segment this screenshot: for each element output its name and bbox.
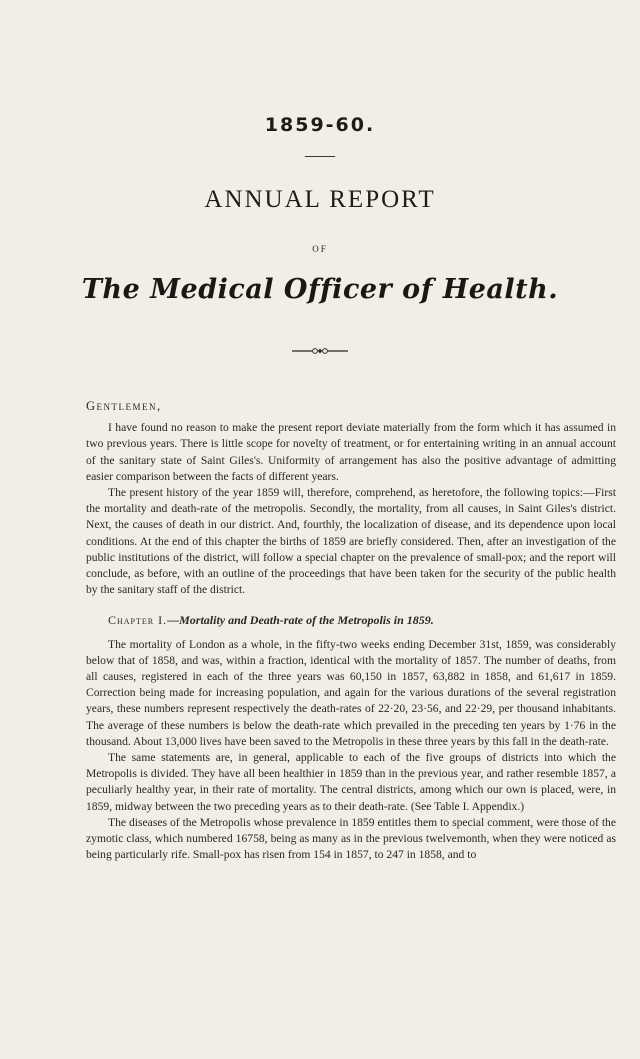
- chapter-title: —Mortality and Death-rate of the Metropolis in 1859.: [167, 613, 434, 628]
- intro-paragraph-1: I have found no reason to make the present report deviate materially from the form which it has assumed in two previous years. There is little scope for novelty of treatment, or for entertaining writing in an annual account of the sanitary state of Saint Giles's. Uniformity of arrangement has also the positive advantage of admitting easier comparison between the facts of different years.: [86, 421, 616, 483]
- report-title: ANNUAL REPORT: [204, 186, 436, 213]
- chapter-paragraph-2: The same statements are, in general, applicable to each of the five groups of districts into which the Metropolis is divided. They have all been healthier in 1859 than in the previous year, and rather resemble 1857, a peculiarly healthy year, in their rate of mortality. The central districts, among which our own is placed, were, in 1859, midway between the two preceding years as to their death-rate. (See Table I. Appendix.): [86, 751, 616, 813]
- report-body: [86, 398, 616, 863]
- report-year: 1859-60.: [264, 114, 376, 136]
- short-divider: [305, 156, 335, 157]
- chapter-label: Chapter I.: [108, 613, 168, 628]
- scroll-ornament-icon: [292, 346, 348, 356]
- of-label: OF: [312, 244, 328, 254]
- salutation: Gentlemen,: [86, 399, 162, 413]
- chapter-heading: [86, 612, 616, 628]
- chapter-paragraph-3: The diseases of the Metropolis whose prevalence in 1859 entitles them to special comment, were those of the zymotic class, which numbered 16758, being as many as in the previous twelvemonth, when they were noticed as being particularly rife. Small-pox has risen from 154 in 1857, to 247 in 1858, and to: [86, 815, 616, 862]
- report-subtitle: The Medical Officer of Health.: [81, 274, 559, 305]
- chapter-paragraph-1: The mortality of London as a whole, in the fifty-two weeks ending December 31st, 1859, was considerably below that of 1858, and was, within a fraction, identical with the mortality of 1857. The number of deaths, from all causes, registered in each of the three years was 60,150 in 1857, 63,882 in 1858, and 61,617 in 1859. Correction being made for increasing population, and again for the various durations of the several registration years, these numbers represent respectively the death-rates of 22·20, 23·56, and 22·29, per thousand inhabitants. The average of these numbers is below the death-rate which prevailed in the preceding ten years by 1·76 in the thousand. About 13,000 lives have been saved to the Metropolis in these three years by this fall in the death-rate.: [86, 637, 616, 748]
- intro-paragraph-2: The present history of the year 1859 will, therefore, comprehend, as heretofore, the following topics:—First the mortality and death-rate of the metropolis. Secondly, the mortality, from all causes, in Saint Giles's district. Next, the causes of death in our district. And, fourthly, the localization of disease, and its dependence upon local conditions. At the end of this chapter the births of 1859 are briefly considered. Then, after an investigation of the public institutions of the district, will follow a special chapter on the prevalence of small-pox; and the report will conclude, as before, with an outline of the proceedings that have been taken for the security of the public health by the sanitary staff of the district.: [86, 486, 616, 597]
